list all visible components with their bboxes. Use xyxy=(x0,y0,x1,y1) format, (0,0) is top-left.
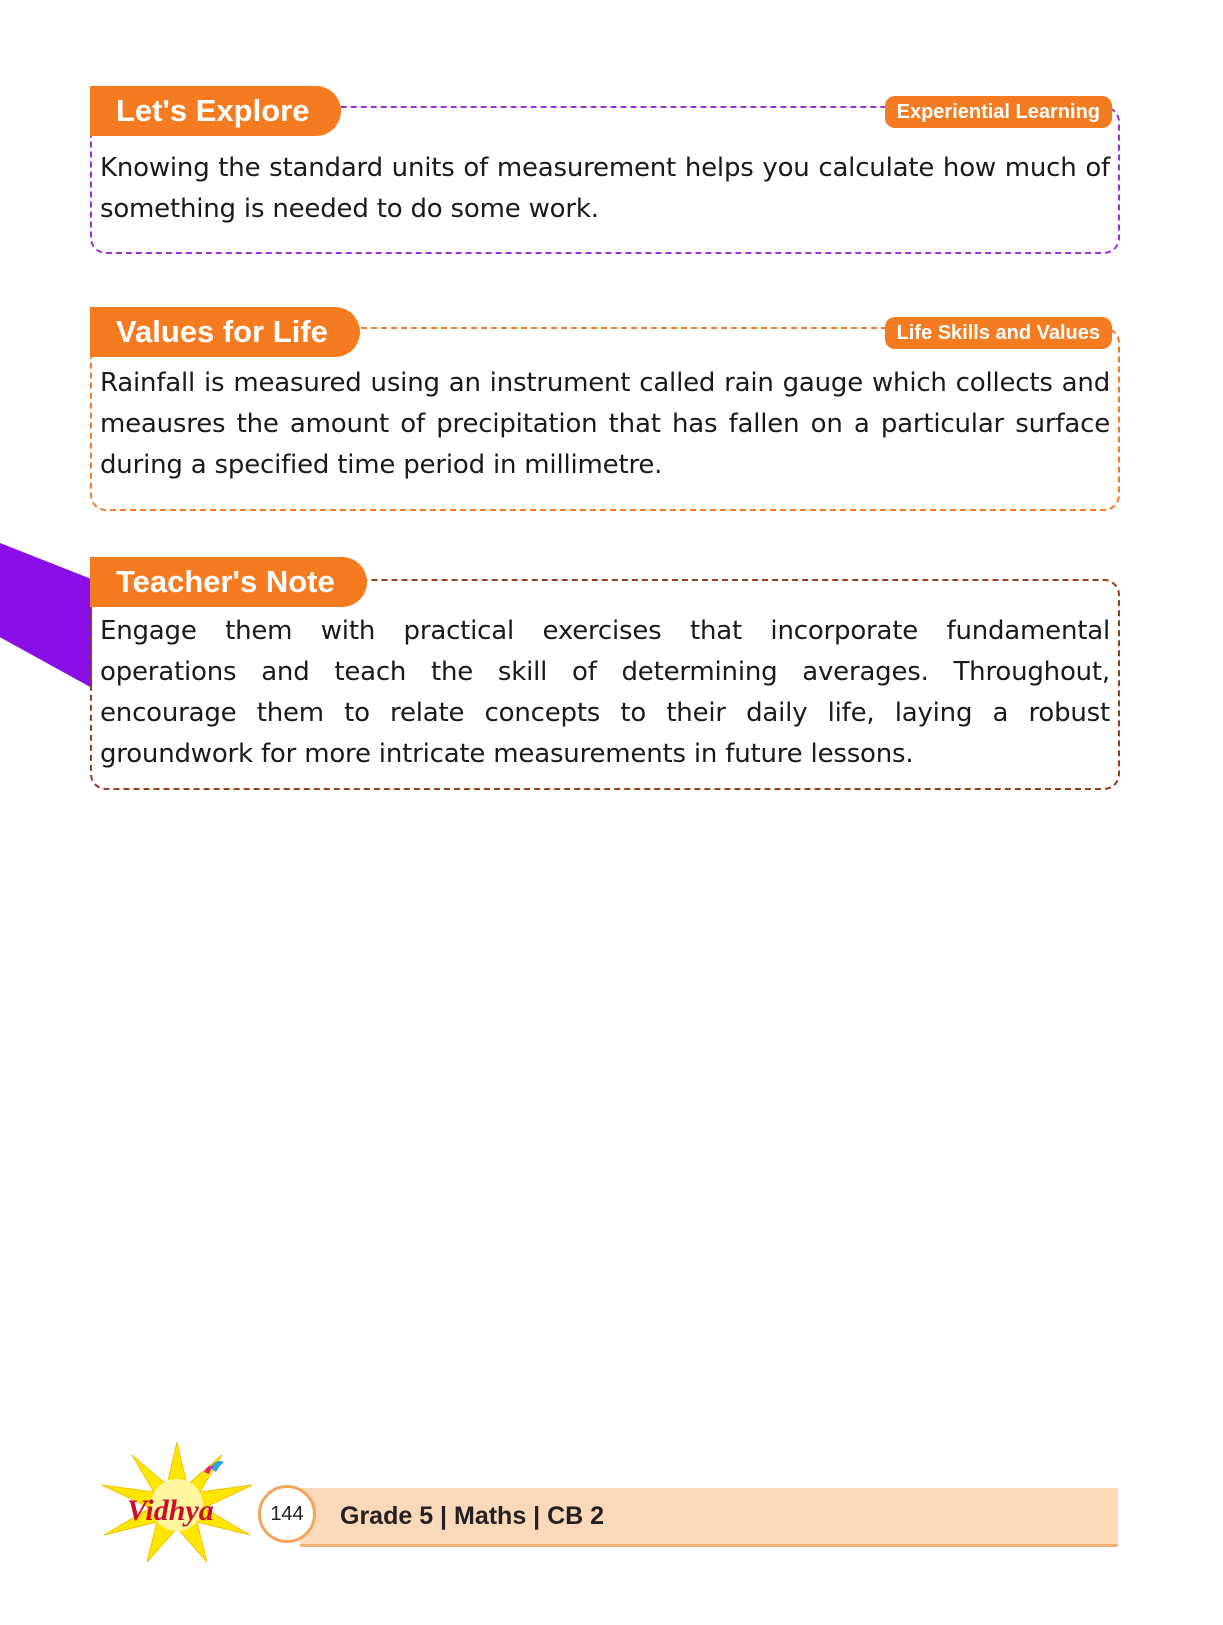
teachers-note-text: Engage them with practical exercises that incorporate fundamental operations and teach the skill of determining averages. Throughout, encourage them to relate concepts to their daily life, laying a robust groundwork for more intricate measurements in future lessons. xyxy=(100,616,1110,769)
side-tab-decoration xyxy=(0,543,92,688)
lets-explore-box xyxy=(90,86,1120,254)
logo-text: Vidhya xyxy=(127,1494,214,1527)
values-for-life-title: Values for Life xyxy=(90,307,360,357)
footer-text: Grade 5 | Maths | CB 2 xyxy=(340,1502,605,1530)
life-skills-tag: Life Skills and Values xyxy=(885,317,1112,349)
lets-explore-text: Knowing the standard units of measurement helps you calculate how much of something is needed to do some work. xyxy=(100,153,1110,224)
lets-explore-title: Let's Explore xyxy=(90,86,341,136)
values-for-life-box xyxy=(90,307,1120,511)
teachers-note-box xyxy=(90,557,1120,790)
teachers-note-title: Teacher's Note xyxy=(90,557,367,607)
vidhya-logo xyxy=(92,1440,262,1570)
page-number: 144 xyxy=(258,1485,316,1543)
experiential-learning-tag: Experiential Learning xyxy=(885,96,1112,128)
values-for-life-text: Rainfall is measured using an instrument called rain gauge which collects and meausres the amount of precipitation that has fallen on a particular surface during a specified time period in millimetre. xyxy=(100,368,1110,480)
